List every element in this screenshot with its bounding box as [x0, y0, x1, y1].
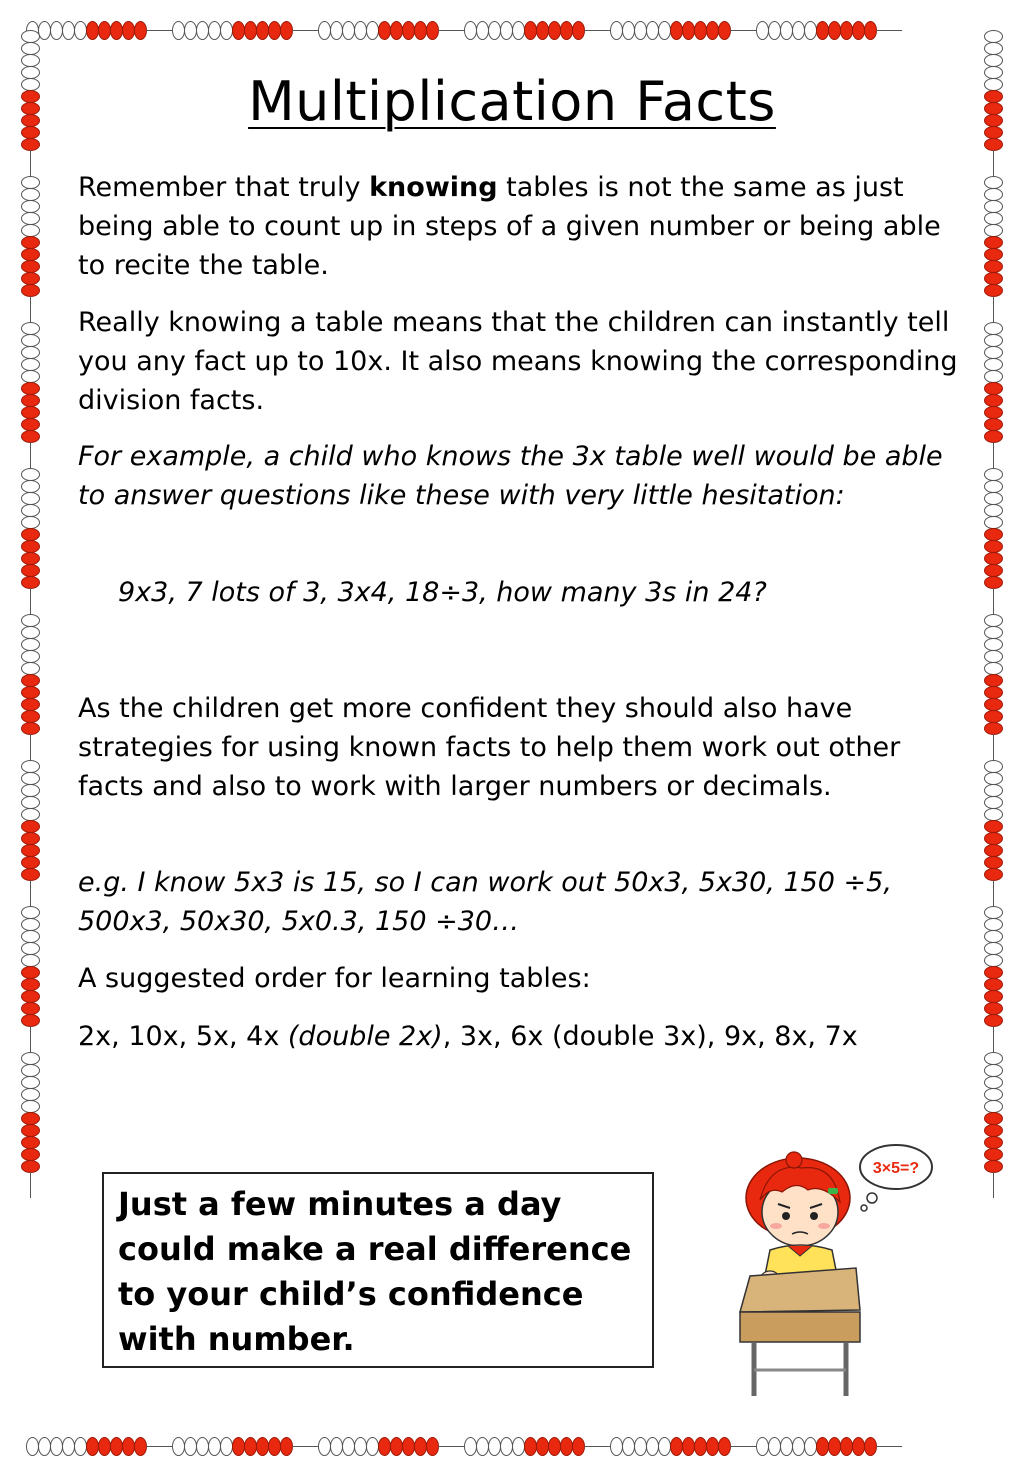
example-paragraph: For example, a child who knows the 3x table well would be able to answer questions like these with very little hesitation: — [78, 441, 943, 511]
bead-string — [993, 150, 994, 176]
bead-string — [993, 880, 994, 906]
bead-string — [993, 1026, 994, 1052]
strategies-paragraph: As the children get more confident they should also have strategies for using known facts to help them work out other facts and also to work with larger numbers or decimals. — [78, 693, 901, 802]
speech-bubble-text: 3×5=? — [872, 1160, 920, 1177]
bead-string — [30, 734, 31, 760]
bead-string — [993, 442, 994, 468]
intro-paragraph: Remember that truly knowing tables is not the same as just being able to count up in steps of a given number or being able to recite the table. — [78, 172, 941, 281]
example-questions: 9x3, 7 lots of 3, 3x4, 18÷3, how many 3s in 24? — [118, 577, 767, 608]
bead-string — [30, 588, 31, 614]
bead-string — [876, 1446, 902, 1447]
thinking-girl-icon — [730, 1140, 960, 1400]
bead-string — [438, 1446, 464, 1447]
bead-string — [993, 734, 994, 760]
order-list: 2x, 10x, 5x, 4x (double 2x), 3x, 6x (double 3x), 9x, 8x, 7x — [78, 1021, 858, 1052]
bead-string — [584, 1446, 610, 1447]
bead-string — [876, 30, 902, 31]
bead-string — [993, 1172, 994, 1198]
bead-string — [30, 880, 31, 906]
bead-border-bottom — [26, 1437, 902, 1456]
callout-box: Just a few minutes a day could make a real difference to your child’s confidence with number. — [102, 1172, 654, 1368]
bead-string — [146, 30, 172, 31]
bead-string — [30, 442, 31, 468]
bead-string — [730, 30, 756, 31]
page-title: Multiplication Facts — [248, 70, 776, 133]
bead-border-right — [984, 30, 1003, 1198]
bead-string — [292, 1446, 318, 1447]
bead-string — [30, 296, 31, 322]
bead-string — [993, 296, 994, 322]
bead-border-left — [21, 30, 40, 1198]
strategies-example: e.g. I know 5x3 is 15, so I can work out 50x3, 5x30, 150 ÷5, 500x3, 50x30, 5x0.3, 150 ÷30… — [78, 867, 892, 937]
knowing-paragraph: Really knowing a table means that the children can instantly tell you any fact up to 10x. It also means knowing the corresponding division facts. — [78, 307, 958, 416]
bead-string — [30, 1172, 31, 1198]
bead-string — [146, 1446, 172, 1447]
bead-string — [292, 30, 318, 31]
emphasis-knowing: knowing — [369, 172, 498, 203]
bead-string — [584, 30, 610, 31]
order-heading: A suggested order for learning tables: — [78, 963, 591, 994]
thinking-girl-illustration — [730, 1140, 960, 1400]
bead-border-top — [26, 21, 902, 40]
bead-string — [438, 30, 464, 31]
bead-string — [30, 1026, 31, 1052]
bead-string — [30, 150, 31, 176]
bead-string — [730, 1446, 756, 1447]
